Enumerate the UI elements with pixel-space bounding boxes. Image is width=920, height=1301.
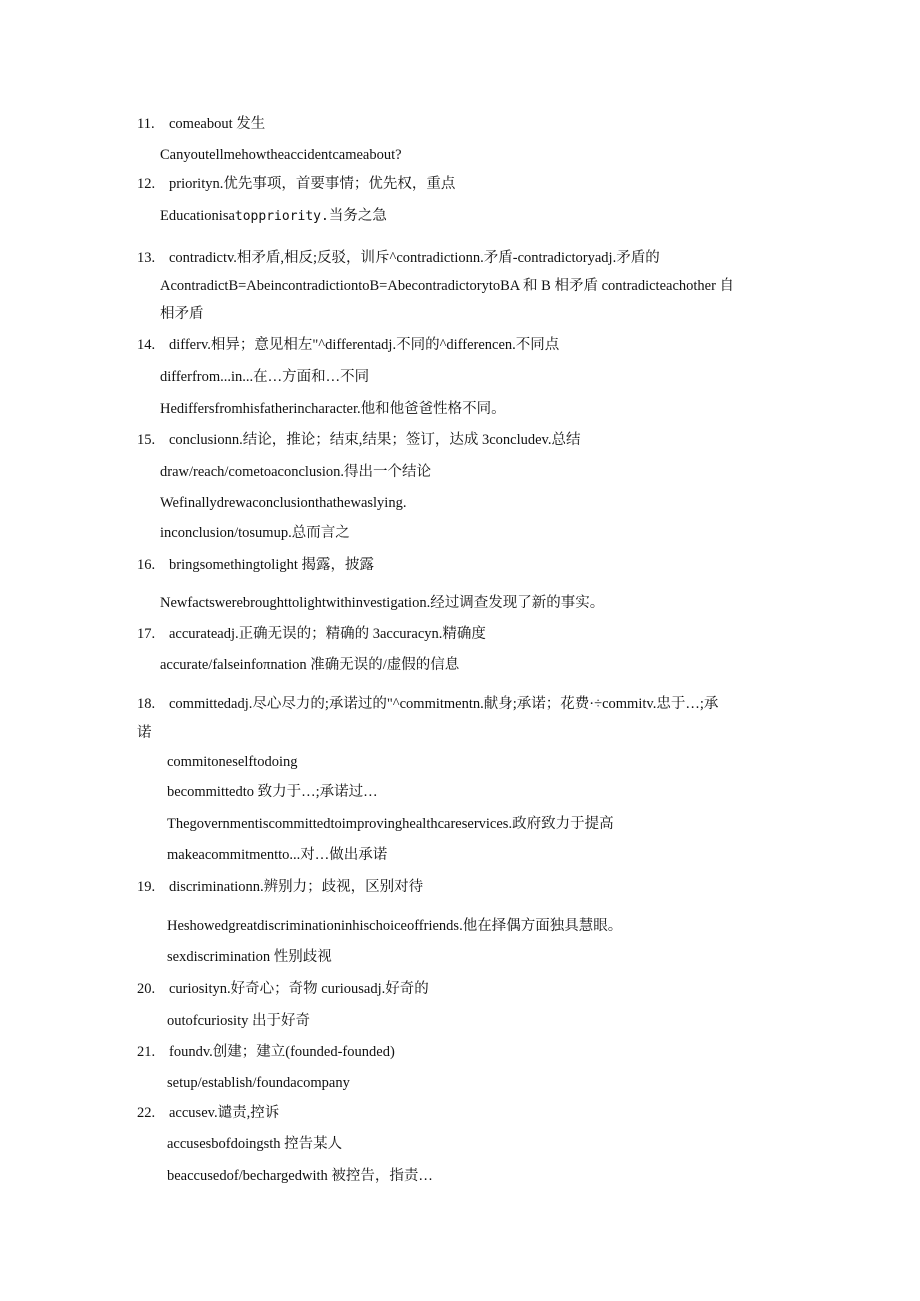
entry-number: 12.	[137, 176, 156, 192]
entry-12-head	[137, 175, 455, 193]
entry-text: comeabout 发生	[169, 116, 266, 132]
entry-18-line-3: commitoneselftodoing	[167, 754, 298, 770]
line-part: accurate/falseinfo	[160, 657, 264, 673]
entry-20-line-2: outofcuriosity 出于好奇	[167, 1013, 310, 1029]
entry-15-line-2: draw/reach/cometoaconclusion.得出一个结论	[160, 464, 431, 480]
entry-17-line-2	[160, 656, 459, 674]
entry-number: 19.	[137, 879, 156, 895]
entry-16-head	[137, 556, 374, 574]
entry-number: 20.	[137, 981, 156, 997]
entry-13-line-3: 相矛盾	[160, 306, 204, 322]
entry-21-line-2: setup/establish/foundacompany	[167, 1075, 350, 1091]
line-part: πnation 准确无误的/虚假的信息	[263, 657, 460, 673]
entry-18-line-wrap: 诺	[137, 725, 152, 741]
entry-21-head	[137, 1043, 395, 1061]
entry-text: differv.相异；意见相左"^differentadj.不同的^differencen.不同点	[169, 337, 560, 353]
entry-text: bringsomethingtolight 揭露，披露	[169, 557, 375, 573]
entry-14-head	[137, 336, 559, 354]
entry-number: 13.	[137, 250, 156, 266]
entry-text: foundv.创建；建立(founded-founded)	[169, 1044, 395, 1060]
entry-18-head	[137, 695, 718, 713]
entry-18-line-6: makeacommitmentto...对…做出承诺	[167, 847, 388, 863]
entry-11-head	[137, 115, 265, 133]
entry-text: conclusionn.结论，推论；结束,结果；签订，达成 3concludev.总结	[169, 432, 581, 448]
entry-11-example: Canyoutellmehowtheaccidentcameabout?	[160, 147, 402, 163]
entry-text: contradictv.相矛盾,相反;反驳，训斥^contradictionn.矛盾-contradictoryadj.矛盾的	[169, 250, 660, 266]
entry-number: 17.	[137, 626, 156, 642]
entry-text: accusev.谴责,控诉	[169, 1105, 280, 1121]
entry-22-line-3: beaccusedof/bechargedwith 被控告，指责…	[167, 1168, 433, 1184]
entry-number: 18.	[137, 696, 156, 712]
example-part: Educationisa	[160, 208, 235, 224]
entry-12-example	[160, 207, 387, 226]
entry-text: curiosityn.好奇心；奇物 curiousadj.好奇的	[169, 981, 429, 997]
entry-text: priorityn.优先事项，首要事情；优先权，重点	[169, 176, 456, 192]
entry-14-line-3: Hediffersfromhisfatherincharacter.他和他爸爸性格不同。	[160, 401, 506, 417]
entry-text: committedadj.尽心尽力的;承诺过的"^commitmentn.献身;承诺；花费·÷commitv.忠于…;承	[169, 696, 719, 712]
example-mono-part: toppriority.	[234, 209, 329, 224]
entry-number: 22.	[137, 1105, 156, 1121]
entry-16-line-2: Newfactswerebroughttolightwithinvestigation.经过调查发现了新的事实。	[160, 595, 605, 611]
entry-20-head	[137, 980, 429, 998]
entry-15-line-4: inconclusion/tosumup.总而言之	[160, 525, 350, 541]
entry-22-line-2: accusesbofdoingsth 控告某人	[167, 1136, 343, 1152]
entry-text: discriminationn.辨别力；歧视，区别对待	[169, 879, 424, 895]
entry-number: 16.	[137, 557, 156, 573]
entry-number: 11.	[137, 116, 155, 132]
entry-13-line-2: AcontradictB=AbeincontradictiontoB=AbecontradictorytoBA 和 B 相矛盾 contradicteachother 自	[160, 278, 735, 294]
example-part: 当务之急	[328, 208, 387, 224]
entry-number: 21.	[137, 1044, 156, 1060]
entry-14-line-2: differfrom...in...在…方面和…不同	[160, 369, 370, 385]
entry-17-head	[137, 625, 486, 643]
entry-18-line-5: Thegovernmentiscommittedtoimprovinghealthcareservices.政府致力于提高	[167, 816, 614, 832]
entry-13-head	[137, 249, 660, 267]
entry-22-head	[137, 1104, 279, 1122]
entry-19-line-3: sexdiscrimination 性别歧视	[167, 949, 332, 965]
entry-text: accurateadj.正确无误的；精确的 3accuracyn.精确度	[169, 626, 486, 642]
entry-15-line-3: Wefinallydrewaconclusionthathewaslying.	[160, 495, 407, 511]
entry-19-line-2: Heshowedgreatdiscriminationinhischoiceoffriends.他在择偶方面独具慧眼。	[167, 918, 623, 934]
entry-19-head	[137, 878, 423, 896]
entry-number: 15.	[137, 432, 156, 448]
entry-number: 14.	[137, 337, 156, 353]
entry-15-head	[137, 431, 580, 449]
entry-18-line-4: becommittedto 致力于…;承诺过…	[167, 784, 378, 800]
